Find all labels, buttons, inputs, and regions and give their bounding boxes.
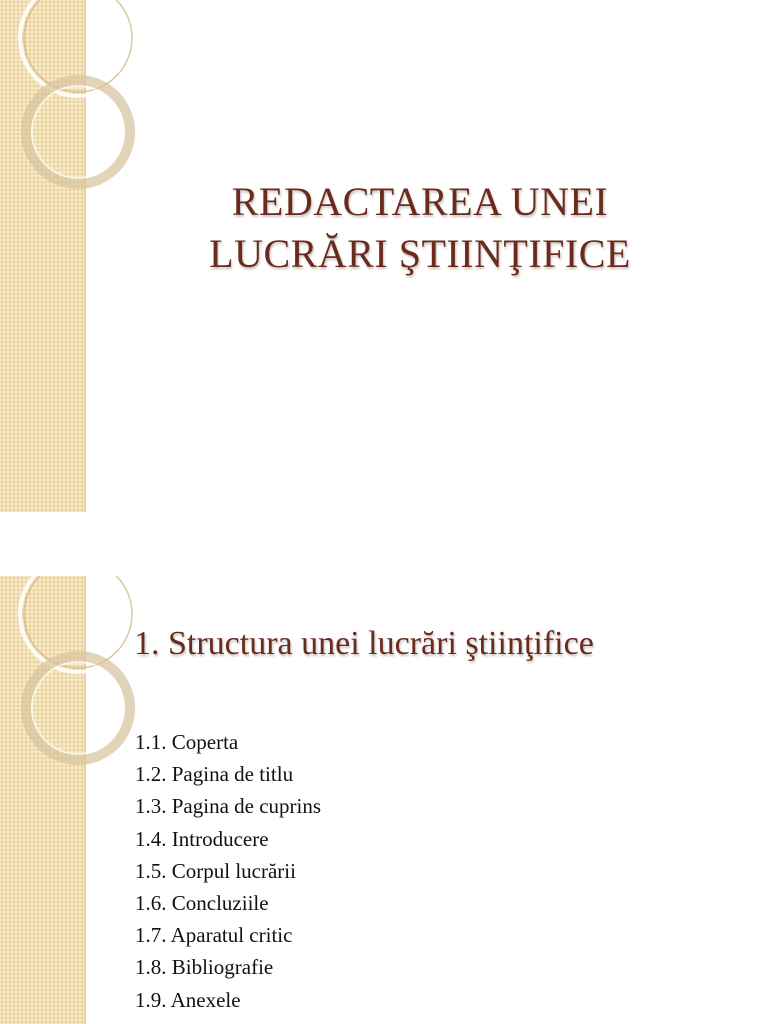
list-item: 1.6. Concluziile <box>135 890 269 915</box>
list-item: 1.9. Anexele <box>135 987 241 1012</box>
decorative-rings-icon <box>0 0 140 220</box>
section-title: 1. Structura unei lucrări ştiinţifice <box>134 625 594 662</box>
structure-list <box>135 726 321 1016</box>
title-line-2: LUCRĂRI ŞTIINŢIFICE <box>209 231 631 276</box>
slide-gap <box>0 512 768 576</box>
list-item: 1.8. Bibliografie <box>135 955 274 980</box>
list-item: 1.1. Coperta <box>135 730 239 754</box>
slide-title <box>120 176 720 280</box>
list-item: 1.7. Aparatul critic <box>135 923 293 948</box>
content-slide <box>0 576 768 1024</box>
list-item: 1.4. Introducere <box>135 826 269 851</box>
decorative-rings-icon <box>0 576 140 796</box>
list-item: 1.3. Pagina de cuprins <box>135 794 322 819</box>
list-item: 1.2. Pagina de titlu <box>135 762 294 787</box>
title-line-1: REDACTAREA UNEI <box>231 179 609 224</box>
list-item: 1.5. Corpul lucrării <box>135 858 296 883</box>
